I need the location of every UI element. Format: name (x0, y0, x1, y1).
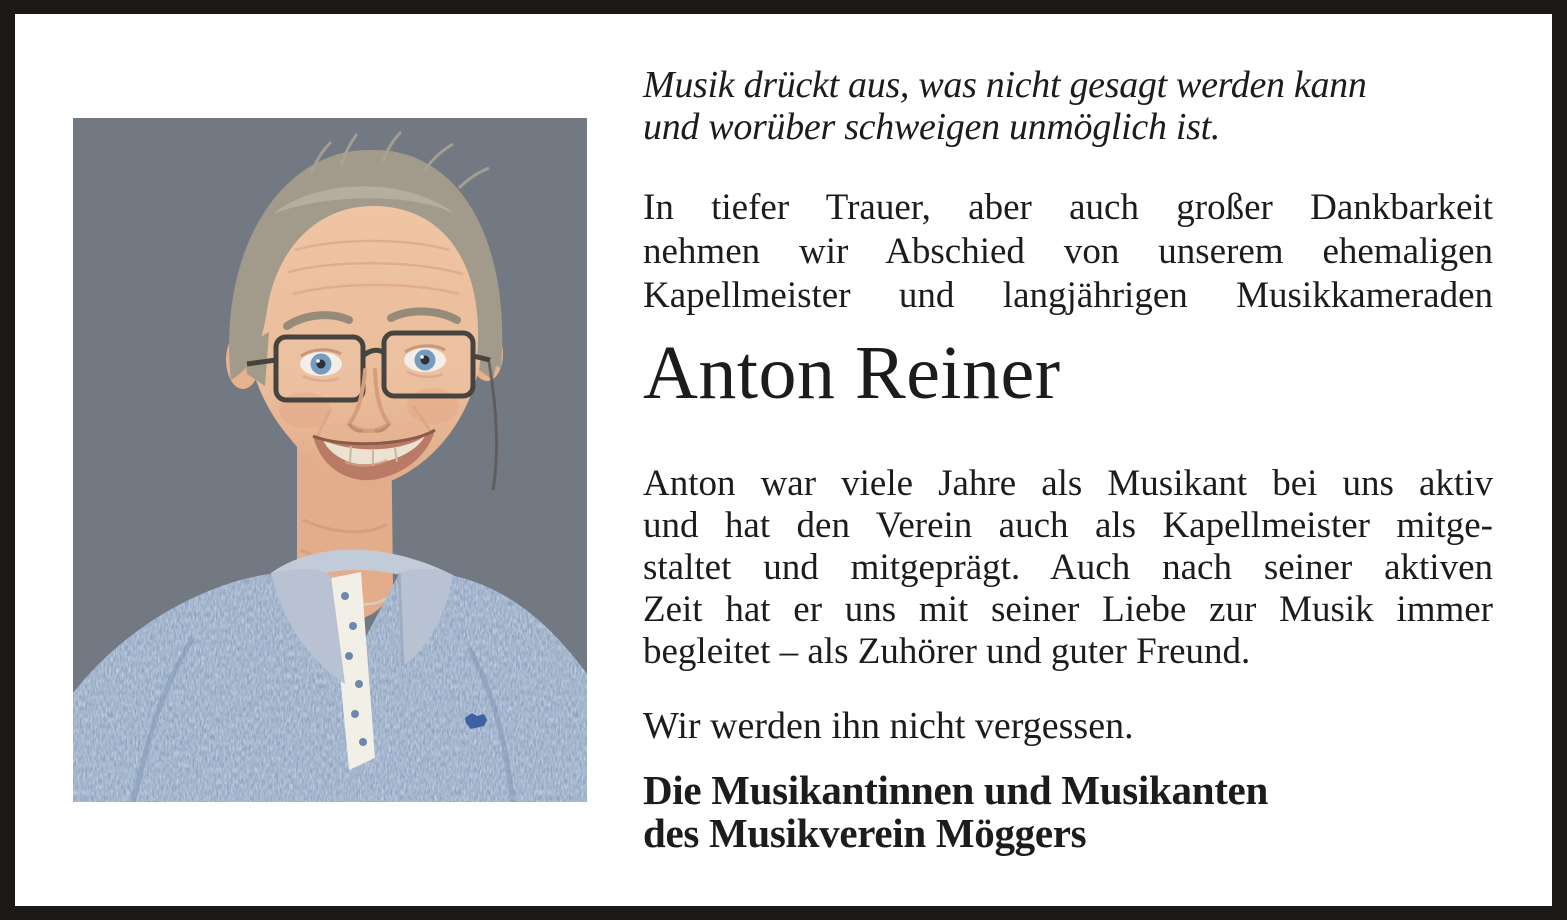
body-line: Zeit hat er uns mit seiner Liebe zur Musik immer (643, 589, 1493, 630)
intro-line: Kapellmeister und langjährigen Musikkameraden (643, 275, 1493, 316)
portrait-photo (73, 118, 587, 802)
quote-line: und worüber schweigen unmöglich ist. (643, 106, 1221, 148)
quote-line: Musik drückt aus, was nicht gesagt werden kann (643, 64, 1367, 106)
intro-line: nehmen wir Abschied von unserem ehemaligen (643, 231, 1493, 272)
body-line: staltet und mitgeprägt. Auch nach seiner aktiven (643, 547, 1493, 588)
deceased-name: Anton Reiner (643, 331, 1061, 415)
body-line: Anton war viele Jahre als Musikant bei uns aktiv (643, 463, 1493, 504)
farewell-line: Wir werden ihn nicht vergessen. (643, 705, 1134, 747)
body-line: begleitet – als Zuhörer und guter Freund. (643, 631, 1251, 672)
signature-line: des Musikverein Möggers (643, 810, 1087, 856)
signature (643, 769, 1493, 855)
obituary-text-column (643, 0, 1493, 920)
intro-line: In tiefer Trauer, aber auch großer Dankbarkeit (643, 187, 1493, 228)
intro-paragraph (643, 186, 1493, 318)
signature-line: Die Musikantinnen und Musikanten (643, 767, 1268, 813)
epigraph-quote (643, 64, 1493, 148)
body-paragraph (643, 463, 1493, 673)
body-line: und hat den Verein auch als Kapellmeister mitge- (643, 505, 1493, 546)
